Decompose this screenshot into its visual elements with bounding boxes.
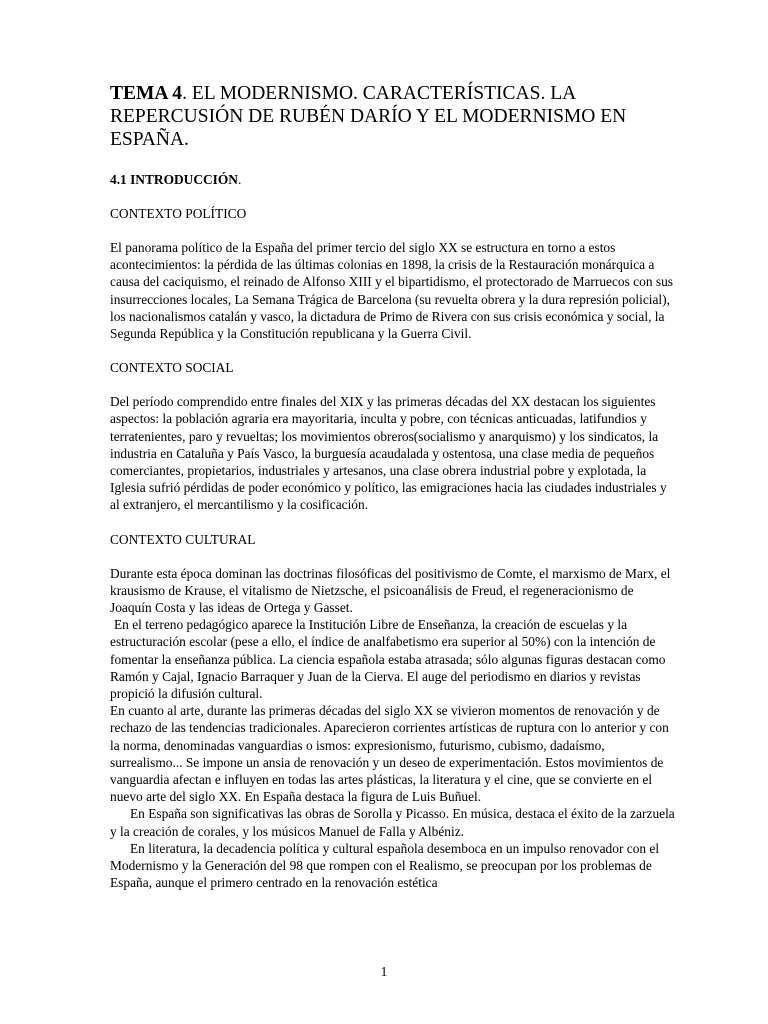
heading-contexto-politico: CONTEXTO POLÍTICO [110, 206, 247, 221]
paragraph-text: Del período comprendido entre finales del XIX y las primeras décadas del XX destacan los siguientes aspectos: la población agraria era mayoritaria, inculta y pobre, con técnicas anticuadas, latifundios y terratenientes, paro y revueltas; los movimientos obreros(socialismo y anarquismo) y los sindicatos, la industria en Cataluña y País Vasco, la burguesía acaudalada y ostentosa, una clase media de pequeños comerciantes, propietarios, industriales y artesanos, una clase obrera industrial pobre y explotada, la Iglesia sufrió pérdidas de poder económico y político, las emigraciones hacia las ciudades industriales y al extranjero, el mercantilismo y la cosificación. [110, 394, 667, 513]
paragraph-text: El panorama político de la España del primer tercio del siglo XX se estructura en torno a estos acontecimientos: la pérdida de las últimas colonias en 1898, la crisis de la Restauración monárquica a causa del caciquismo, el reinado de Alfonso XIII y el bipartidismo, el protectorado de Marruecos con sus insurrecciones locales, La Semana Trágica de Barcelona (su revuelta obrera y la dura represión policial), los nacionalismos catalán y vasco, la dictadura de Primo de Rivera con sus crisis económica y social, la Segunda República y la Constitución republicana y la Guerra Civil. [110, 240, 673, 342]
subheading-label: 4.1 INTRODUCCIÓN [110, 172, 238, 187]
section-subheading [110, 171, 678, 188]
title-number: TEMA 4 [110, 83, 183, 104]
heading-contexto-social: CONTEXTO SOCIAL [110, 360, 234, 376]
paragraph-contexto-politico [110, 239, 678, 342]
subheading-tail: . [237, 172, 242, 187]
paragraph-contexto-cultural [110, 565, 678, 892]
paragraph-text: En el terreno pedagógico aparece la Institución Libre de Enseñanza, la creación de escuelas y la estructuración escolar (pese a ello, el índice de analfabetismo era superior al 50%) con la intención de fomentar la enseñanza pública. La ciencia española estaba atrasada; sólo algunas figuras destacan como Ramón y Cajal, Ignacio Barraquer y Juan de la Cierva. El auge del periodismo en diarios y revistas propició la difusión cultural. [110, 617, 666, 702]
paragraph-text: En España son significativas las obras de Sorolla y Picasso. En música, destaca el éxito de la zarzuela y la creación de corales, y los músicos Manuel de Falla y Albéniz. [110, 806, 675, 839]
title-text: . EL MODERNISMO. CARACTERÍSTICAS. LA REPERCUSIÓN DE RUBÉN DARÍO Y EL MODERNISMO EN ESPAÑA. [110, 83, 627, 150]
document-title [110, 82, 678, 151]
paragraph-contexto-social [110, 393, 678, 513]
paragraph-text: En cuanto al arte, durante las primeras décadas del siglo XX se vivieron momentos de renovación y de rechazo de las tendencias tradicionales. Aparecieron corrientes artísticas de ruptura con lo anterior y con la norma, denominadas vanguardias o ismos: expresionismo, futurismo, cubismo, dadaísmo, surrealismo... Se impone un ansia de renovación y un deseo de experimentación. Estos movimientos de vanguardia afectan e influyen en todas las artes plásticas, la literatura y el cine, que se convierte en el nuevo arte del siglo XX. En España destaca la figura de Luis Buñuel. [110, 703, 669, 805]
paragraph-text: Durante esta época dominan las doctrinas filosóficas del positivismo de Comte, el marxismo de Marx, el krausismo de Krause, el vitalismo de Nietzsche, el psicoanálisis de Freud, el regeneracionismo de Joaquín Costa y las ideas de Ortega y Gasset. [110, 565, 671, 616]
page-number: 1 [380, 964, 388, 979]
heading-contexto-cultural: CONTEXTO CULTURAL [110, 531, 256, 547]
paragraph-text: En literatura, la decadencia política y cultural española desemboca en un impulso renovador con el Modernismo y la Generación del 98 que rompen con el Realismo, se preocupan por los problemas de España, aunque el primero centrado en la renovación estética [110, 840, 660, 891]
